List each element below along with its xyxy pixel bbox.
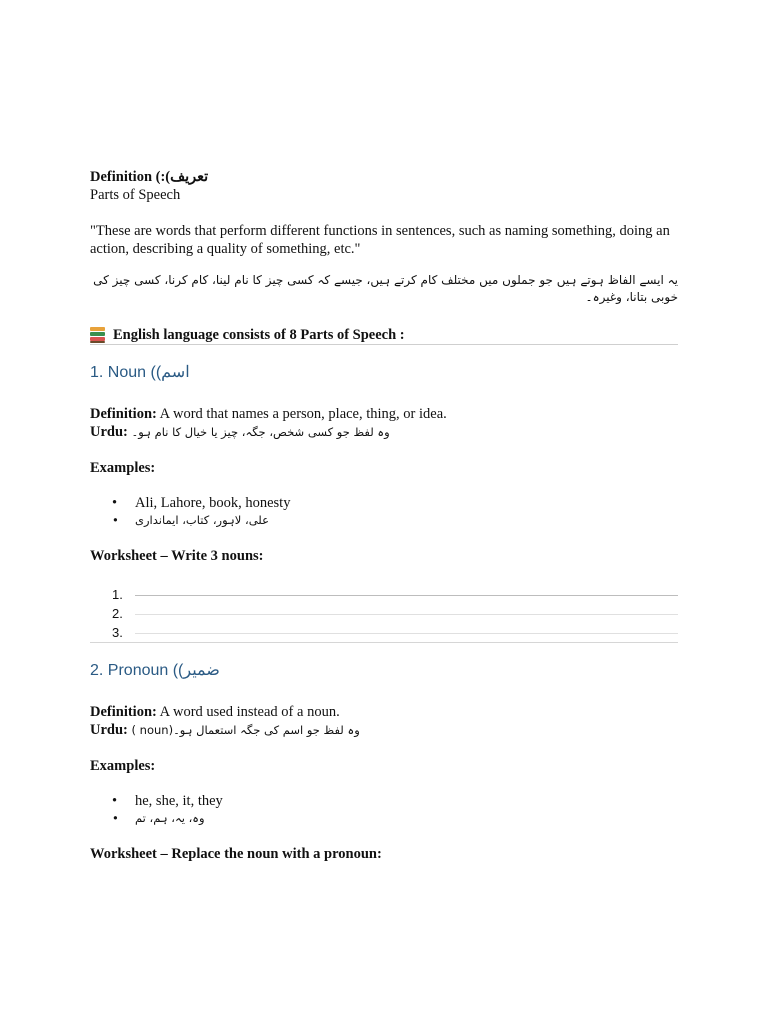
definition-urdu: یہ ایسے الفاظ ہوتے ہیں جو جملوں میں مختلف کام کرتے ہیں، جیسے کہ کسی چیز کا نام لینا، کام کرنا، کسی چیز کی خوبی بتانا، وغیرہ۔ xyxy=(93,273,678,304)
definition-subtitle: Parts of Speech xyxy=(90,187,181,203)
list-item: • علی، لاہور، کتاب، ایمانداری xyxy=(90,512,678,529)
worksheet-line[interactable]: 3. xyxy=(90,623,678,642)
divider xyxy=(90,344,678,345)
parts-intro-text: English language consists of 8 Parts of Speech : xyxy=(113,327,405,343)
list-item: • he, she, it, they xyxy=(90,793,678,810)
document-content xyxy=(90,168,678,863)
noun-examples-list xyxy=(90,495,678,529)
pronoun-definition xyxy=(90,703,678,739)
urdu-label: Urdu: xyxy=(90,424,128,440)
list-item: • وہ، یہ، ہم، تم xyxy=(90,810,678,827)
worksheet-line[interactable]: 2. xyxy=(90,604,678,623)
worksheet-line[interactable]: 1. xyxy=(90,585,678,604)
definition-label: Definition: xyxy=(90,704,157,720)
urdu-text: ( noun)وہ لفظ جو اسم کی جگہ استعمال ہو۔ xyxy=(127,723,360,737)
worksheet-heading: Worksheet – Replace the noun with a pronoun: xyxy=(90,846,382,862)
definition-text: A word used instead of a noun. xyxy=(156,704,340,720)
pronoun-examples-list xyxy=(90,793,678,827)
parts-intro xyxy=(90,326,678,344)
list-item: • Ali, Lahore, book, honesty xyxy=(90,495,678,512)
urdu-text: وہ لفظ جو کسی شخص، جگہ، چیز یا خیال کا نام ہو۔ xyxy=(127,425,390,439)
definition-label: Definition: xyxy=(90,406,157,422)
definition-quote: "These are words that perform different functions in sentences, such as naming something, doing an action, describing a quality of something, etc." xyxy=(90,223,670,257)
worksheet-lines xyxy=(90,585,678,642)
noun-definition xyxy=(90,405,678,441)
worksheet-heading: Worksheet – Write 3 nouns: xyxy=(90,548,264,564)
divider xyxy=(90,642,678,643)
books-icon xyxy=(90,327,105,343)
urdu-label: Urdu: xyxy=(90,722,128,738)
section-title-pronoun: 2. Pronoun ((ضمیر xyxy=(90,662,220,679)
examples-heading: Examples: xyxy=(90,758,156,774)
definition-text: A word that names a person, place, thing, or idea. xyxy=(156,406,447,422)
section-title-noun: 1. Noun ((اسم xyxy=(90,364,190,381)
examples-heading: Examples: xyxy=(90,460,156,476)
definition-heading: Definition (:(تعریف xyxy=(90,169,209,185)
